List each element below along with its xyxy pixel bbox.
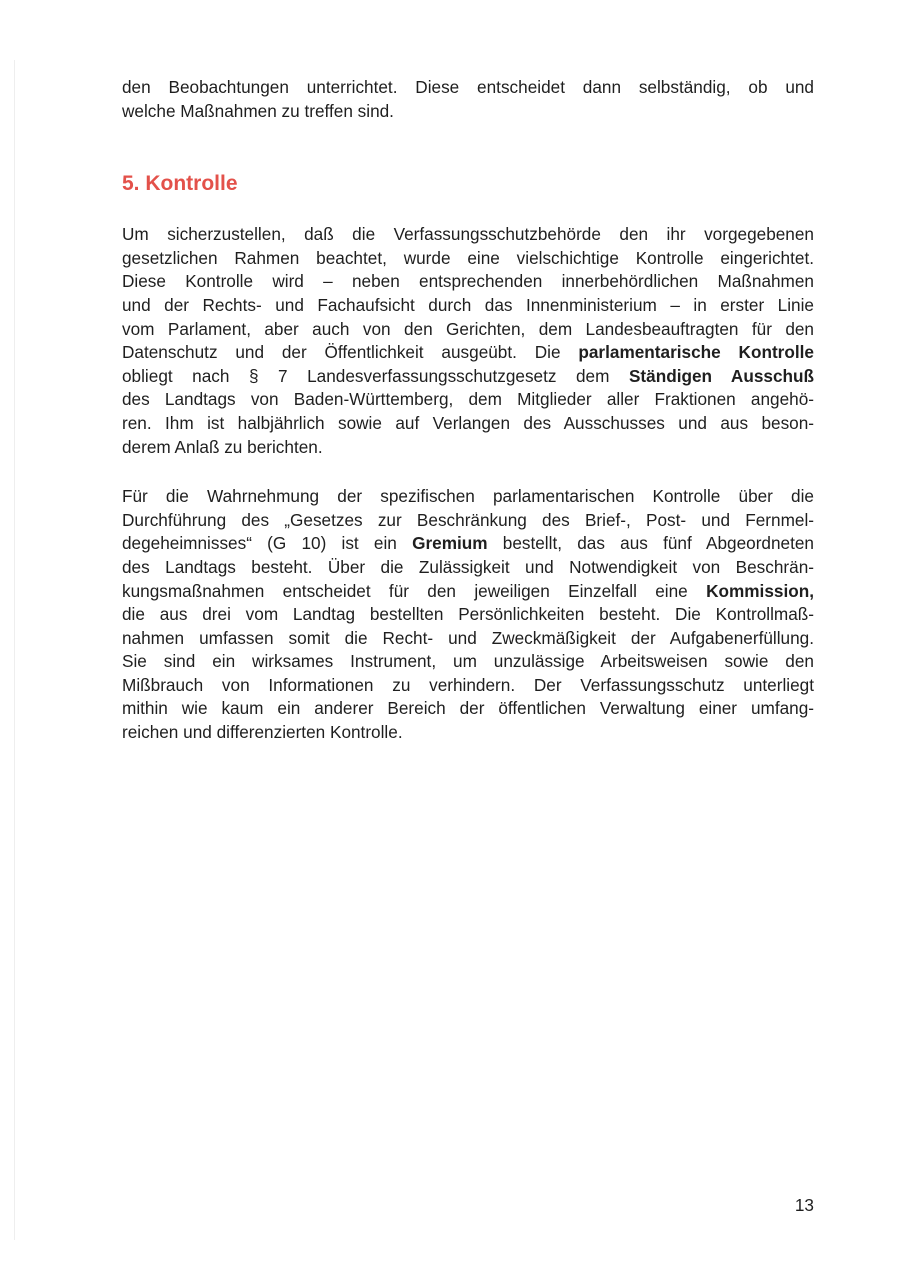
paragraph-line: vom Parlament, aber auch von den Gerichten, dem Landesbeauftragten für den bbox=[122, 318, 814, 339]
page-edge-line bbox=[14, 60, 15, 1240]
paragraph-line: und der Rechts- und Fachaufsicht durch das Innenministerium – in erster Linie bbox=[122, 294, 814, 315]
paragraph-line: Um sicherzustellen, daß die Verfassungsschutzbehörde den ihr vorgegebenen bbox=[122, 224, 814, 245]
paragraph-line: Durchführung des „Gesetzes zur Beschränkung des Brief-, Post- und Fernmel- bbox=[122, 509, 814, 530]
emphasis-commission: Kommission, bbox=[706, 580, 814, 601]
emphasis-standing-committee: Ständigen Ausschuß bbox=[628, 365, 814, 386]
paragraph-line: derem Anlaß zu berichten. bbox=[122, 436, 323, 457]
document-body bbox=[122, 76, 814, 745]
paragraph-control-overview bbox=[122, 223, 814, 459]
paragraph-line: mithin wie kaum ein anderer Bereich der öffentlichen Verwaltung einer umfang- bbox=[122, 698, 814, 719]
paragraph-line: die aus drei vom Landtag bestellten Persönlichkeiten besteht. Die Kontrollmaß- bbox=[122, 604, 814, 625]
paragraph-line: gesetzlichen Rahmen beachtet, wurde eine vielschichtige Kontrolle eingerichtet. bbox=[122, 247, 814, 268]
text-run: kungsmaßnahmen entscheidet für den jeweiligen Einzelfall eine bbox=[122, 580, 707, 601]
paragraph-line bbox=[122, 532, 814, 556]
paragraph-g10-commission bbox=[122, 485, 814, 745]
paragraph-line: des Landtags besteht. Über die Zulässigkeit und Notwendigkeit von Beschrän- bbox=[122, 556, 814, 577]
section-heading: 5. Kontrolle bbox=[122, 172, 238, 196]
text-run: degeheimnisses“ (G 10) ist ein bbox=[122, 533, 413, 554]
paragraph-line: Sie sind ein wirksames Instrument, um unzulässige Arbeitsweisen sowie den bbox=[122, 651, 814, 672]
paragraph-line: Für die Wahrnehmung der spezifischen parlamentarischen Kontrolle über die bbox=[122, 486, 814, 507]
paragraph-line: des Landtags von Baden-Württemberg, dem Mitglieder aller Fraktionen angehö- bbox=[122, 389, 814, 410]
paragraph-line bbox=[122, 580, 814, 604]
text-run: bestellt, das aus fünf Abgeordneten bbox=[487, 533, 814, 554]
emphasis-committee: Gremium bbox=[412, 533, 488, 554]
paragraph-line bbox=[122, 341, 814, 365]
intro-line: den Beobachtungen unterrichtet. Diese entscheidet dann selbständig, ob und bbox=[122, 77, 814, 97]
intro-line: welche Maßnahmen zu treffen sind. bbox=[122, 100, 394, 121]
paragraph-line: ren. Ihm ist halbjährlich sowie auf Verlangen des Ausschusses und aus beson- bbox=[122, 412, 814, 433]
paragraph-line: reichen und differenzierten Kontrolle. bbox=[122, 722, 403, 743]
emphasis-parliamentary-control: parlamentarische Kontrolle bbox=[578, 342, 814, 363]
page-number: 13 bbox=[794, 1195, 814, 1215]
paragraph-line: nahmen umfassen somit die Recht- und Zweckmäßigkeit der Aufgabenerfüllung. bbox=[122, 627, 814, 648]
paragraph-line: Mißbrauch von Informationen zu verhindern. Der Verfassungsschutz unterliegt bbox=[122, 674, 814, 695]
text-run: obliegt nach § 7 Landesverfassungsschutzgesetz dem bbox=[122, 365, 629, 386]
text-run: Datenschutz und der Öffentlichkeit ausgeübt. Die bbox=[122, 342, 579, 363]
paragraph-line bbox=[122, 365, 814, 389]
paragraph-line: Diese Kontrolle wird – neben entsprechenden innerbehördlichen Maßnahmen bbox=[122, 271, 814, 292]
intro-paragraph bbox=[122, 76, 814, 123]
